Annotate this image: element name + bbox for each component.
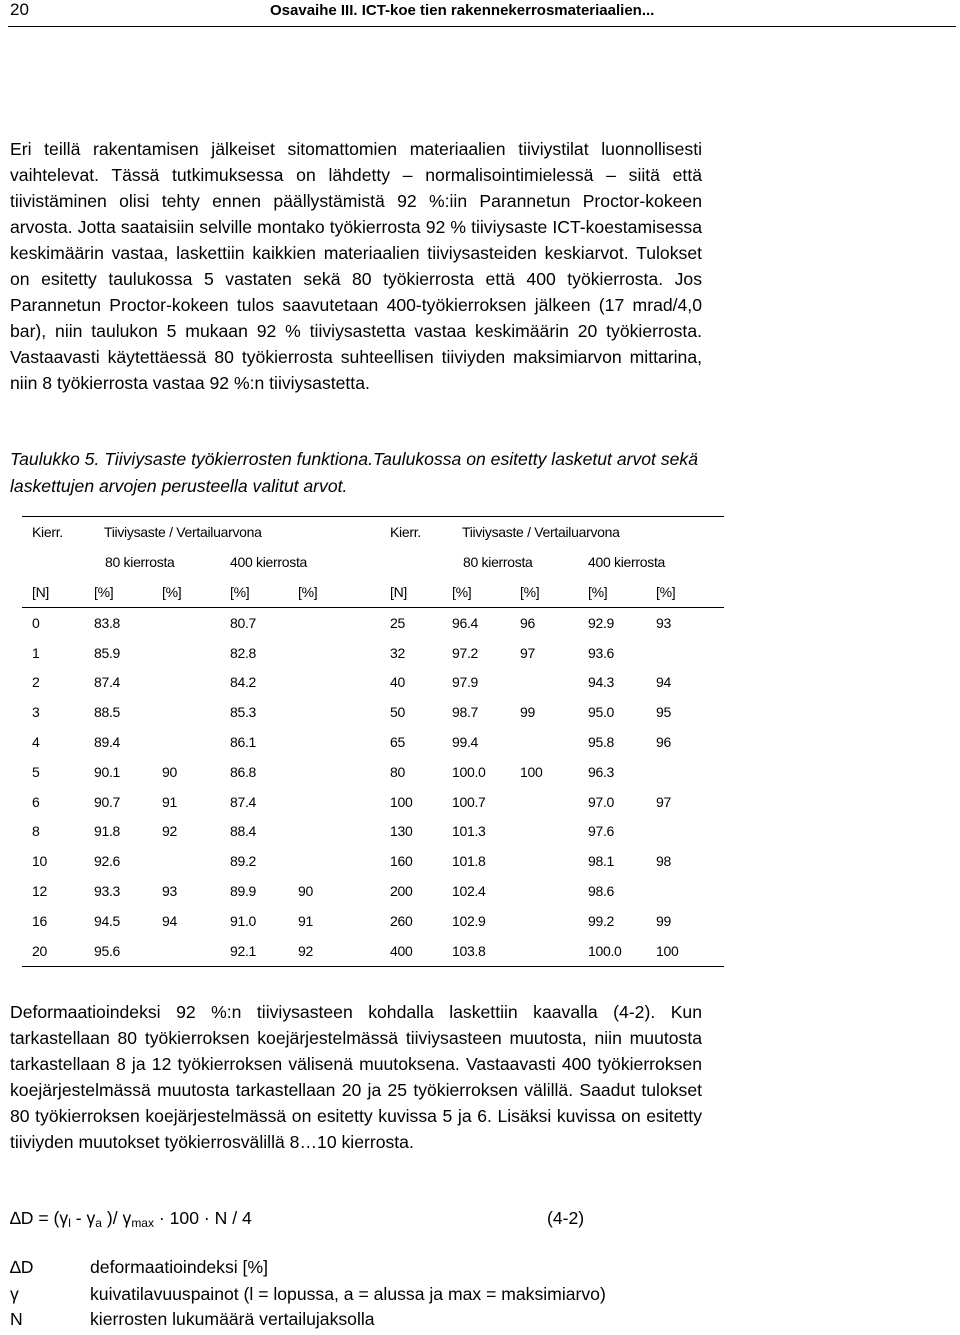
empty <box>22 547 94 577</box>
cell-kierr-2: 50 <box>390 704 405 721</box>
cell-v400-sel: 96 <box>656 734 671 751</box>
cell-v400-sel <box>298 668 366 698</box>
sub-80-label: 80 kierrosta <box>105 554 175 570</box>
spacer <box>366 517 380 548</box>
spacer <box>366 936 380 966</box>
cell-v400-calc: 88.4 <box>230 823 257 840</box>
cell-kierr-2: 40 <box>390 674 405 691</box>
legend-symbol: ∆D <box>10 1257 34 1277</box>
group-title-1: Tiiviysaste / Vertailuarvona <box>104 524 262 540</box>
cell-v80-calc: 87.4 <box>94 674 121 691</box>
formula-subscript: l <box>68 1216 71 1230</box>
page-header <box>8 0 956 26</box>
table-row <box>22 668 724 698</box>
cell-v80-sel: 90 <box>162 763 177 780</box>
cell-v80-calc: 102.4 <box>452 883 486 900</box>
cell-v80-calc: 92.6 <box>94 853 121 870</box>
cell-v80-sel <box>520 817 588 847</box>
header-kierr-1: Kierr. <box>22 517 94 548</box>
cell-v80-calc: 101.8 <box>452 853 486 870</box>
cell-v400-calc: 89.9 <box>230 883 257 900</box>
cell-v400-calc: 84.2 <box>230 674 257 691</box>
cell-kierr-1: 0 <box>32 614 40 631</box>
cell-v80-sel: 100 <box>520 763 543 780</box>
cell-v80-calc: 95.6 <box>94 936 162 966</box>
cell-kierr-2: 260 <box>390 912 413 929</box>
cell-v80-sel <box>520 876 588 906</box>
cell-v80-sel <box>162 697 230 727</box>
cell-v400-sel: 98 <box>656 853 671 870</box>
table-row <box>22 906 724 936</box>
cell-v80-calc: 83.8 <box>94 614 121 631</box>
sub-80-1 <box>94 547 230 577</box>
cell-v400-sel <box>656 757 724 787</box>
cell-v400-calc: 95.0 <box>588 704 615 721</box>
cell-v80-calc: 90.7 <box>94 793 121 810</box>
cell-v400-calc: 99.2 <box>588 912 615 929</box>
cell-v400-sel: 92 <box>298 936 366 966</box>
cell-v400-calc: 86.1 <box>230 734 257 751</box>
spacer <box>366 668 380 698</box>
cell-v400-sel <box>656 876 724 906</box>
empty <box>380 547 452 577</box>
legend-description: kierrosten lukumäärä vertailujaksolla <box>90 1309 375 1329</box>
cell-kierr-1: 8 <box>32 823 40 840</box>
table-caption: Taulukko 5. Tiiviysaste työkierrosten funktiona.Taulukossa on esitetty lasketut arvot sekä laskettujen arvojen perusteella valitut arvot. <box>10 449 698 496</box>
spacer <box>366 608 380 638</box>
cell-v400-sel: 99 <box>656 912 671 929</box>
header-group-1 <box>94 517 366 548</box>
table-row <box>22 697 724 727</box>
legend-description: deformaatioindeksi [%] <box>90 1257 268 1277</box>
cell-v400-calc: 95.8 <box>588 734 615 751</box>
cell-kierr-2: 130 <box>390 823 413 840</box>
table-subheader-row <box>22 547 724 577</box>
table-body <box>22 608 724 967</box>
cell-v80-calc: 97.2 <box>452 644 479 661</box>
cell-kierr-2: 25 <box>390 614 405 631</box>
cell-v400-calc: 100.0 <box>588 936 656 966</box>
cell-v80-sel: 96 <box>520 614 535 631</box>
cell-v80-calc: 98.7 <box>452 704 479 721</box>
cell-v80-calc: 90.1 <box>94 763 121 780</box>
sub-80-2 <box>452 547 588 577</box>
running-title: Osavaihe III. ICT-koe tien rakennekerrosmateriaalien... <box>270 2 655 19</box>
spacer <box>366 727 380 757</box>
cell-v400-sel: 95 <box>656 704 671 721</box>
cell-v80-calc: 102.9 <box>452 912 486 929</box>
spacer <box>366 697 380 727</box>
spacer <box>366 757 380 787</box>
table-row <box>22 787 724 817</box>
cell-v80-sel <box>520 846 588 876</box>
formula-part: - γ <box>70 1208 96 1228</box>
cell-v400-calc: 85.3 <box>230 704 257 721</box>
formula-number: (4-2) <box>547 1208 585 1228</box>
cell-kierr-2: 200 <box>390 883 413 900</box>
table-row <box>22 638 724 668</box>
unit-pct: [%] <box>298 577 366 608</box>
cell-v400-calc: 92.1 <box>230 936 298 966</box>
table-units-row <box>22 577 724 608</box>
sub-400-2 <box>588 547 724 577</box>
cell-kierr-1: 4 <box>32 734 40 751</box>
cell-v400-calc: 86.8 <box>230 763 257 780</box>
spacer <box>366 876 380 906</box>
cell-v80-calc: 99.4 <box>452 734 479 751</box>
cell-kierr-2: 100 <box>390 793 413 810</box>
cell-kierr-1: 6 <box>32 793 40 810</box>
cell-v400-sel: 94 <box>656 674 671 691</box>
unit-pct: [%] <box>656 577 724 608</box>
unit-n: [N] <box>22 577 94 608</box>
cell-v400-calc: 96.3 <box>588 763 615 780</box>
cell-v400-sel <box>298 727 366 757</box>
unit-pct: [%] <box>230 577 298 608</box>
cell-v80-calc: 91.8 <box>94 823 121 840</box>
cell-kierr-1: 2 <box>32 674 40 691</box>
cell-v80-calc: 88.5 <box>94 704 121 721</box>
cell-v400-sel: 90 <box>298 883 313 900</box>
cell-v80-sel <box>162 668 230 698</box>
cell-v400-calc: 98.6 <box>588 883 615 900</box>
spacer <box>366 638 380 668</box>
header-rule <box>8 26 956 27</box>
formula-expression <box>10 1208 252 1230</box>
body-paragraph-2: Deformaatioindeksi 92 %:n tiiviysasteen kohdalla laskettiin kaavalla (4-2). Kun tarkastellaan 80 työkierroksen koejärjestelmässä tiiviysasteen muutosta, niin muutosta tarkastellaan 8 ja 12 työkierroksen välisenä muutoksena. Vastaavasti 400 työkierroksen koejärjestelmässä muutosta tarkastellaan 20 ja 25 työkierroksen välillä. Saadut tulokset 80 työkierroksen koejärjestelmässä on esitetty kuvissa 5 ja 6. Lisäksi kuvissa on esitetty tiiviyden muutokset työkierrosvälillä 8…10 kierrosta. <box>10 1002 702 1152</box>
cell-v80-sel <box>520 668 588 698</box>
sub-400-label: 400 kierrosta <box>230 554 308 570</box>
group-title-2: Tiiviysaste / Vertailuarvona <box>462 524 620 540</box>
cell-v80-calc: 96.4 <box>452 614 479 631</box>
cell-v400-calc: 94.3 <box>588 674 615 691</box>
cell-v400-calc: 89.2 <box>230 853 257 870</box>
cell-kierr-1: 10 <box>32 853 47 870</box>
cell-v80-sel: 99 <box>520 704 535 721</box>
cell-v80-calc: 85.9 <box>94 644 121 661</box>
cell-v400-sel <box>656 817 724 847</box>
spacer <box>366 906 380 936</box>
table-row <box>22 936 724 966</box>
table-row <box>22 876 724 906</box>
formula-part: ∆D = (γ <box>10 1208 69 1228</box>
spacer <box>366 817 380 847</box>
cell-v80-sel <box>520 727 588 757</box>
cell-kierr-2: 160 <box>390 853 413 870</box>
cell-v80-calc: 101.3 <box>452 823 486 840</box>
header-kierr-2: Kierr. <box>380 517 452 548</box>
cell-v400-sel: 91 <box>298 912 313 929</box>
cell-v400-calc: 97.0 <box>588 793 615 810</box>
table-row <box>22 727 724 757</box>
cell-kierr-1: 5 <box>32 763 40 780</box>
cell-v80-sel <box>162 608 230 638</box>
cell-v400-sel <box>298 608 366 638</box>
cell-v400-calc: 97.6 <box>588 823 615 840</box>
cell-v80-sel <box>520 906 588 936</box>
table-row <box>22 757 724 787</box>
cell-v80-calc: 94.5 <box>94 912 121 929</box>
spacer <box>366 846 380 876</box>
cell-v400-sel <box>298 757 366 787</box>
sub-400-label: 400 kierrosta <box>588 554 666 570</box>
cell-v400-sel <box>298 817 366 847</box>
cell-v80-calc: 93.3 <box>94 883 121 900</box>
header-group-2 <box>452 517 724 548</box>
formula-subscript: a <box>95 1216 102 1230</box>
cell-kierr-1: 1 <box>32 644 40 661</box>
cell-kierr-2: 32 <box>390 644 405 661</box>
cell-v400-calc: 92.9 <box>588 614 615 631</box>
cell-kierr-1: 12 <box>32 883 47 900</box>
page-number: 20 <box>10 0 29 19</box>
cell-kierr-1: 16 <box>32 912 47 929</box>
cell-v400-calc: 93.6 <box>588 644 615 661</box>
cell-kierr-2: 80 <box>390 763 405 780</box>
formula-part: · 100 · N / 4 <box>153 1208 252 1228</box>
cell-v400-sel: 100 <box>656 936 724 966</box>
cell-v400-calc: 82.8 <box>230 644 257 661</box>
cell-v400-calc: 80.7 <box>230 614 257 631</box>
sub-400-1 <box>230 547 366 577</box>
legend-description: kuivatilavuuspainot (l = lopussa, a = alussa ja max = maksimiarvo) <box>90 1284 606 1304</box>
density-table <box>22 516 724 967</box>
cell-v400-sel <box>656 638 724 668</box>
table-row <box>22 846 724 876</box>
table-header-row <box>22 517 724 548</box>
cell-v80-sel: 91 <box>162 793 177 810</box>
unit-n: [N] <box>380 577 452 608</box>
legend-symbol: N <box>10 1309 23 1329</box>
cell-kierr-1: 3 <box>32 704 40 721</box>
table-row <box>22 608 724 638</box>
spacer <box>366 787 380 817</box>
cell-kierr-1: 20 <box>22 936 94 966</box>
cell-v400-sel <box>298 787 366 817</box>
cell-v80-sel <box>162 846 230 876</box>
cell-v80-sel <box>162 936 230 966</box>
cell-v80-sel: 92 <box>162 823 177 840</box>
cell-v80-sel: 93 <box>162 883 177 900</box>
cell-v80-sel <box>162 727 230 757</box>
cell-v80-calc: 100.7 <box>452 793 486 810</box>
sub-80-label: 80 kierrosta <box>463 554 533 570</box>
cell-v400-sel <box>298 846 366 876</box>
unit-pct: [%] <box>520 577 588 608</box>
table-row <box>22 817 724 847</box>
formula-part: )/ γ <box>101 1208 132 1228</box>
cell-v400-calc: 98.1 <box>588 853 615 870</box>
cell-v80-sel <box>520 787 588 817</box>
unit-pct: [%] <box>588 577 656 608</box>
cell-v80-sel: 97 <box>520 644 535 661</box>
unit-pct: [%] <box>452 577 520 608</box>
cell-v400-calc: 87.4 <box>230 793 257 810</box>
body-paragraph: Eri teillä rakentamisen jälkeiset sitomattomien materiaalien tiiviystilat luonnollisesti vaihtelevat. Tässä tutkimuksessa on lähdetty – normalisointimielessä – siitä että tiivistäminen olisi tehty ennen päällystämistä 92 %:iin Parannetun Proctor-kokeen arvosta. Jotta saataisiin selville montako työkierrosta 92 % tiiviysaste ICT-koestamisessa keskimäärin vastaa, laskettiin kaikkien materiaalien tiiviysasteiden keskiarvot. Tulokset on esitetty taulukossa 5 vastaten sekä 80 työkierrosta että 400 työkierrosta. Jos Parannetun Proctor-kokeen tulos saavutetaan 400-työkierroksen jälkeen (17 mrad/4,0 bar), niin taulukon 5 mukaan 92 % tiiviysastetta vastaa keskimäärin 20 työkierrosta. Vastaavasti käytettäessä 80 työkierrosta suhteellisen tiiviyden maksimiarvon mittarina, niin 8 työkierrosta vastaa 92 %:n tiiviysastetta. <box>10 139 702 393</box>
cell-v80-sel <box>162 638 230 668</box>
cell-v400-sel: 93 <box>656 614 671 631</box>
cell-v80-sel <box>520 936 588 966</box>
cell-v400-sel: 97 <box>656 793 671 810</box>
cell-v400-sel <box>298 697 366 727</box>
cell-kierr-2: 65 <box>390 734 405 751</box>
spacer <box>366 547 380 577</box>
cell-v80-calc: 103.8 <box>452 936 520 966</box>
unit-pct: [%] <box>94 577 162 608</box>
cell-v80-calc: 89.4 <box>94 734 121 751</box>
cell-v400-sel <box>298 638 366 668</box>
cell-v400-calc: 91.0 <box>230 912 257 929</box>
cell-v80-calc: 97.9 <box>452 674 479 691</box>
cell-v80-calc: 100.0 <box>452 763 486 780</box>
cell-v80-sel: 94 <box>162 912 177 929</box>
spacer <box>366 577 380 608</box>
formula-subscript: max <box>131 1216 154 1230</box>
unit-pct: [%] <box>162 577 230 608</box>
cell-kierr-2: 400 <box>380 936 452 966</box>
legend-symbol: γ <box>10 1284 19 1304</box>
